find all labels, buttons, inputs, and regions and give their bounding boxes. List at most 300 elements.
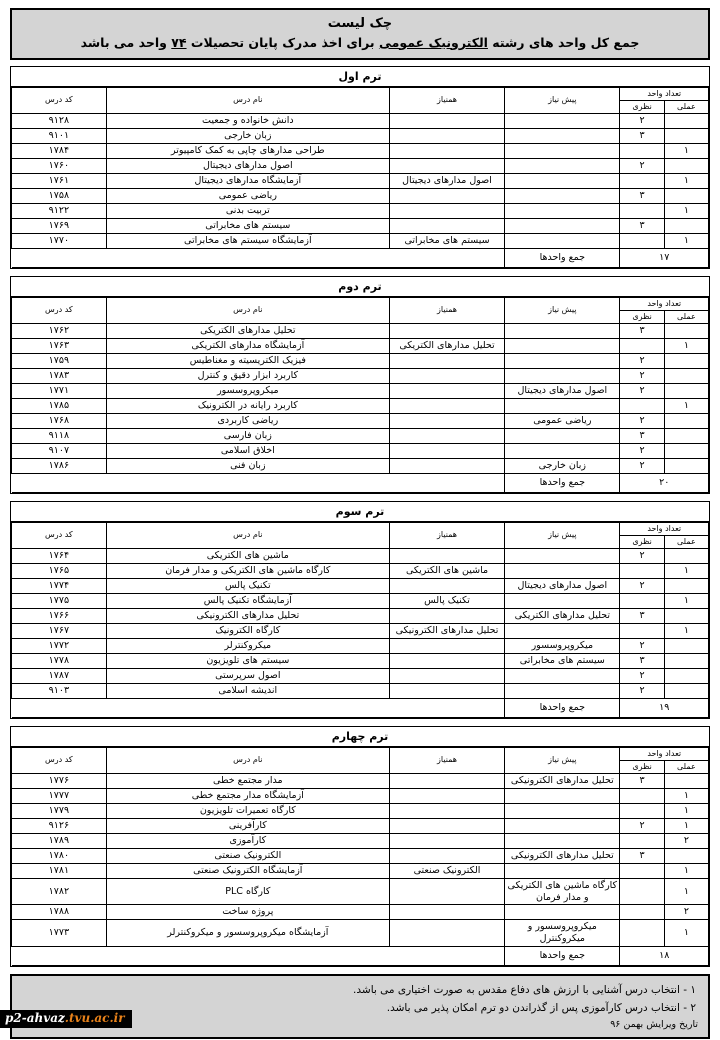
table-row [12, 905, 709, 920]
cell-course-code: ۱۷۸۹ [12, 833, 107, 848]
cell-course-code: ۱۷۶۷ [12, 623, 107, 638]
cell-course-name: آزمایشگاه مدارهای الکتریکی [106, 338, 389, 353]
cell-course-code: ۹۱۲۲ [12, 203, 107, 218]
cell-corequisite [389, 878, 504, 905]
cell-course-name: اصول سرپرستی [106, 668, 389, 683]
term-total-row [12, 947, 709, 966]
cell-course-code: ۱۷۷۸ [12, 653, 107, 668]
cell-course-code: ۱۷۶۳ [12, 338, 107, 353]
cell-theory-credits [620, 833, 664, 848]
cell-theory-credits: ۳ [620, 608, 664, 623]
cell-course-code: ۱۷۸۱ [12, 863, 107, 878]
col-header-course-name: نام درس [106, 297, 389, 323]
cell-theory-credits: ۳ [620, 323, 664, 338]
cell-prerequisite: زبان خارجی [505, 458, 620, 473]
term-total-filler [12, 698, 505, 717]
col-header-prerequisite: پیش نیاز [505, 522, 620, 548]
cell-prerequisite [505, 905, 620, 920]
col-header-corequisite: همنیاز [389, 747, 504, 773]
col-header-course-name: نام درس [106, 87, 389, 113]
cell-practical-credits: ۱ [664, 233, 708, 248]
cell-theory-credits: ۲ [620, 368, 664, 383]
table-row [12, 443, 709, 458]
cell-practical-credits: ۱ [664, 398, 708, 413]
cell-course-name: کارگاه ماشین های الکتریکی و مدار فرمان [106, 563, 389, 578]
cell-corequisite [389, 548, 504, 563]
cell-prerequisite: تحلیل مدارهای الکترونیکی [505, 848, 620, 863]
cell-practical-credits: ۱ [664, 863, 708, 878]
term-block [10, 276, 710, 494]
term-total-label: جمع واحدها [505, 698, 620, 717]
col-header-practical: عملی [664, 100, 708, 113]
cell-corequisite: سیستم های مخابراتی [389, 233, 504, 248]
cell-course-code: ۱۷۶۰ [12, 158, 107, 173]
cell-course-code: ۱۷۸۷ [12, 668, 107, 683]
cell-theory-credits: ۲ [620, 158, 664, 173]
cell-prerequisite [505, 158, 620, 173]
term-block [10, 726, 710, 968]
cell-practical-credits: ۱ [664, 920, 708, 947]
cell-prerequisite [505, 788, 620, 803]
cell-corequisite [389, 608, 504, 623]
table-row [12, 653, 709, 668]
cell-theory-credits: ۲ [620, 578, 664, 593]
col-header-theory: نظری [620, 535, 664, 548]
title-banner [10, 8, 710, 60]
cell-practical-credits [664, 443, 708, 458]
cell-theory-credits: ۲ [620, 353, 664, 368]
cell-theory-credits: ۳ [620, 188, 664, 203]
cell-corequisite [389, 653, 504, 668]
cell-practical-credits [664, 383, 708, 398]
cell-course-code: ۱۷۷۹ [12, 803, 107, 818]
cell-course-code: ۱۷۷۶ [12, 773, 107, 788]
subtitle-part-3: برای اخذ مدرک پایان تحصیلات [186, 34, 379, 50]
cell-course-name: ماشین های الکتریکی [106, 548, 389, 563]
cell-course-code: ۱۷۷۱ [12, 383, 107, 398]
cell-course-name: میکروکنترلر [106, 638, 389, 653]
term-caption: ترم چهارم [11, 727, 709, 747]
cell-practical-credits [664, 353, 708, 368]
cell-course-name: کارگاه الکترونیک [106, 623, 389, 638]
cell-theory-credits: ۳ [620, 128, 664, 143]
table-row [12, 368, 709, 383]
cell-course-code: ۱۷۸۵ [12, 398, 107, 413]
cell-practical-credits [664, 113, 708, 128]
cell-theory-credits [620, 338, 664, 353]
table-row [12, 563, 709, 578]
cell-theory-credits: ۲ [620, 458, 664, 473]
cell-theory-credits [620, 143, 664, 158]
cell-corequisite [389, 818, 504, 833]
col-header-course-code: کد درس [12, 87, 107, 113]
cell-prerequisite [505, 113, 620, 128]
col-header-corequisite: همنیاز [389, 297, 504, 323]
cell-corequisite [389, 113, 504, 128]
cell-corequisite: تکنیک پالس [389, 593, 504, 608]
cell-course-code: ۹۱۰۱ [12, 128, 107, 143]
cell-theory-credits: ۲ [620, 383, 664, 398]
term-caption: ترم دوم [11, 277, 709, 297]
term-total-label: جمع واحدها [505, 473, 620, 492]
cell-prerequisite [505, 398, 620, 413]
cell-course-name: تربیت بدنی [106, 203, 389, 218]
page-subtitle [18, 34, 702, 52]
table-row [12, 413, 709, 428]
table-row [12, 203, 709, 218]
cell-corequisite [389, 383, 504, 398]
cell-course-name: آزمایشگاه الکترونیک صنعتی [106, 863, 389, 878]
cell-course-code: ۱۷۶۵ [12, 563, 107, 578]
term-total-label: جمع واحدها [505, 248, 620, 267]
cell-course-code: ۱۷۶۴ [12, 548, 107, 563]
table-row [12, 338, 709, 353]
cell-prerequisite [505, 548, 620, 563]
cell-course-code: ۱۷۵۹ [12, 353, 107, 368]
cell-course-name: آزمایشگاه سیستم های مخابراتی [106, 233, 389, 248]
cell-prerequisite: ریاضی عمومی [505, 413, 620, 428]
cell-practical-credits [664, 368, 708, 383]
cell-prerequisite [505, 143, 620, 158]
term-table [11, 522, 709, 718]
cell-practical-credits: ۱ [664, 818, 708, 833]
col-header-theory: نظری [620, 760, 664, 773]
subtitle-major: الکترونیک عمومی [378, 34, 488, 50]
cell-course-code: ۱۷۸۴ [12, 143, 107, 158]
cell-course-name: تحلیل مدارهای الکتریکی [106, 323, 389, 338]
cell-theory-credits: ۲ [620, 413, 664, 428]
cell-prerequisite [505, 128, 620, 143]
table-row [12, 383, 709, 398]
cell-theory-credits [620, 563, 664, 578]
table-row [12, 578, 709, 593]
cell-practical-credits: ۱ [664, 593, 708, 608]
cell-course-name: مدار مجتمع خطی [106, 773, 389, 788]
cell-prerequisite [505, 593, 620, 608]
col-header-units-group: تعداد واحد [620, 522, 709, 535]
cell-prerequisite [505, 443, 620, 458]
table-row [12, 863, 709, 878]
term-table [11, 297, 709, 493]
col-header-course-code: کد درس [12, 522, 107, 548]
col-header-corequisite: همنیاز [389, 522, 504, 548]
cell-practical-credits: ۱ [664, 623, 708, 638]
cell-course-name: اخلاق اسلامی [106, 443, 389, 458]
cell-prerequisite [505, 353, 620, 368]
table-header-row [12, 522, 709, 535]
cell-course-name: ریاضی عمومی [106, 188, 389, 203]
cell-course-code: ۱۷۷۲ [12, 638, 107, 653]
term-total-credits: ۲۰ [620, 473, 709, 492]
table-row [12, 233, 709, 248]
col-header-corequisite: همنیاز [389, 87, 504, 113]
cell-theory-credits [620, 905, 664, 920]
cell-practical-credits [664, 638, 708, 653]
table-row [12, 113, 709, 128]
cell-prerequisite: اصول مدارهای دیجیتال [505, 578, 620, 593]
cell-corequisite: تحلیل مدارهای الکترونیکی [389, 623, 504, 638]
cell-corequisite [389, 833, 504, 848]
page-title: چک لیست [327, 16, 393, 31]
cell-practical-credits: ۱ [664, 173, 708, 188]
table-row [12, 668, 709, 683]
cell-prerequisite [505, 428, 620, 443]
cell-course-code: ۹۱۰۷ [12, 443, 107, 458]
revision-date: تاریخ ویرایش بهمن ۹۶ [610, 1018, 698, 1030]
cell-prerequisite [505, 338, 620, 353]
cell-course-name: طراحی مدارهای چاپی به کمک کامپیوتر [106, 143, 389, 158]
cell-course-name: فیزیک الکتریسیته و مغناطیس [106, 353, 389, 368]
cell-course-code: ۱۷۸۸ [12, 905, 107, 920]
cell-corequisite [389, 398, 504, 413]
cell-corequisite [389, 668, 504, 683]
watermark-suffix: .tvu.ac.ir [64, 1010, 125, 1025]
cell-corequisite: ماشین های الکتریکی [389, 563, 504, 578]
cell-practical-credits: ۱ [664, 788, 708, 803]
cell-prerequisite [505, 668, 620, 683]
cell-theory-credits: ۲ [620, 683, 664, 698]
col-header-units-group: تعداد واحد [620, 747, 709, 760]
col-header-theory: نظری [620, 100, 664, 113]
cell-course-code: ۱۷۸۲ [12, 878, 107, 905]
table-row [12, 803, 709, 818]
term-total-row [12, 473, 709, 492]
cell-corequisite [389, 353, 504, 368]
cell-course-name: زبان فارسی [106, 428, 389, 443]
cell-corequisite [389, 368, 504, 383]
cell-course-name: تکنیک پالس [106, 578, 389, 593]
cell-corequisite [389, 638, 504, 653]
cell-corequisite [389, 158, 504, 173]
cell-course-code: ۱۷۶۹ [12, 218, 107, 233]
cell-corequisite: اصول مدارهای دیجیتال [389, 173, 504, 188]
cell-course-name: اصول مدارهای دیجیتال [106, 158, 389, 173]
cell-course-name: پروژه ساخت [106, 905, 389, 920]
cell-corequisite [389, 848, 504, 863]
cell-corequisite [389, 905, 504, 920]
cell-corequisite [389, 773, 504, 788]
cell-corequisite [389, 443, 504, 458]
cell-practical-credits [664, 323, 708, 338]
cell-course-code: ۹۱۱۸ [12, 428, 107, 443]
table-row [12, 608, 709, 623]
table-row [12, 143, 709, 158]
cell-practical-credits [664, 458, 708, 473]
term-total-row [12, 698, 709, 717]
cell-theory-credits: ۲ [620, 638, 664, 653]
cell-theory-credits: ۳ [620, 848, 664, 863]
cell-theory-credits [620, 863, 664, 878]
table-row [12, 920, 709, 947]
cell-course-code: ۹۱۰۳ [12, 683, 107, 698]
col-header-theory: نظری [620, 310, 664, 323]
col-header-course-name: نام درس [106, 747, 389, 773]
cell-corequisite [389, 788, 504, 803]
cell-theory-credits: ۳ [620, 428, 664, 443]
table-row [12, 848, 709, 863]
cell-theory-credits [620, 623, 664, 638]
cell-practical-credits [664, 548, 708, 563]
term-table [11, 747, 709, 967]
cell-course-name: دانش خانواده و جمعیت [106, 113, 389, 128]
cell-course-code: ۱۷۶۸ [12, 413, 107, 428]
cell-course-name: سیستم های مخابراتی [106, 218, 389, 233]
table-row [12, 623, 709, 638]
cell-prerequisite: سیستم های مخابراتی [505, 653, 620, 668]
cell-course-code: ۱۷۶۱ [12, 173, 107, 188]
table-header-row [12, 297, 709, 310]
cell-theory-credits [620, 803, 664, 818]
cell-prerequisite [505, 203, 620, 218]
cell-prerequisite [505, 683, 620, 698]
col-header-prerequisite: پیش نیاز [505, 87, 620, 113]
cell-practical-credits: ۱ [664, 338, 708, 353]
col-header-prerequisite: پیش نیاز [505, 297, 620, 323]
col-header-course-code: کد درس [12, 297, 107, 323]
cell-prerequisite [505, 368, 620, 383]
cell-practical-credits [664, 188, 708, 203]
cell-theory-credits: ۳ [620, 773, 664, 788]
col-header-prerequisite: پیش نیاز [505, 747, 620, 773]
cell-practical-credits [664, 578, 708, 593]
cell-practical-credits: ۱ [664, 143, 708, 158]
table-header-row [12, 87, 709, 100]
cell-theory-credits: ۳ [620, 653, 664, 668]
table-row [12, 548, 709, 563]
subtitle-part-5: واحد می باشد [80, 34, 172, 50]
cell-corequisite [389, 128, 504, 143]
table-row [12, 188, 709, 203]
cell-practical-credits: ۱ [664, 203, 708, 218]
cell-course-code: ۱۷۶۶ [12, 608, 107, 623]
footer-notes-block [10, 974, 710, 1039]
cell-corequisite [389, 218, 504, 233]
cell-prerequisite [505, 218, 620, 233]
col-header-practical: عملی [664, 535, 708, 548]
cell-practical-credits [664, 128, 708, 143]
cell-corequisite [389, 203, 504, 218]
term-total-label: جمع واحدها [505, 947, 620, 966]
cell-practical-credits: ۲ [664, 833, 708, 848]
term-caption: ترم سوم [11, 502, 709, 522]
cell-practical-credits [664, 668, 708, 683]
cell-prerequisite [505, 833, 620, 848]
cell-course-code: ۹۱۲۶ [12, 818, 107, 833]
term-total-filler [12, 947, 505, 966]
cell-course-name: آزمایشگاه تکنیک پالس [106, 593, 389, 608]
cell-corequisite [389, 683, 504, 698]
cell-course-code: ۱۷۸۰ [12, 848, 107, 863]
term-table [11, 87, 709, 268]
cell-course-name: الکترونیک صنعتی [106, 848, 389, 863]
cell-prerequisite: تحلیل مدارهای الکتریکی [505, 608, 620, 623]
cell-practical-credits: ۱ [664, 878, 708, 905]
cell-practical-credits [664, 773, 708, 788]
table-row [12, 683, 709, 698]
cell-theory-credits: ۲ [620, 668, 664, 683]
cell-corequisite [389, 143, 504, 158]
cell-practical-credits [664, 428, 708, 443]
cell-prerequisite: میکروپروسسور [505, 638, 620, 653]
cell-prerequisite [505, 863, 620, 878]
term-total-credits: ۱۹ [620, 698, 709, 717]
table-row [12, 218, 709, 233]
cell-course-name: کاربرد ابزار دقیق و کنترل [106, 368, 389, 383]
cell-corequisite: الکترونیک صنعتی [389, 863, 504, 878]
term-caption: ترم اول [11, 67, 709, 87]
cell-theory-credits: ۲ [620, 443, 664, 458]
cell-practical-credits [664, 608, 708, 623]
cell-course-name: اندیشه اسلامی [106, 683, 389, 698]
cell-prerequisite: اصول مدارهای دیجیتال [505, 383, 620, 398]
cell-corequisite [389, 428, 504, 443]
cell-course-name: میکروپروسسور [106, 383, 389, 398]
cell-course-code: ۱۷۸۳ [12, 368, 107, 383]
cell-course-name: سیستم های تلویزیون [106, 653, 389, 668]
cell-corequisite [389, 323, 504, 338]
cell-course-name: کارآموزی [106, 833, 389, 848]
cell-practical-credits: ۲ [664, 905, 708, 920]
cell-prerequisite [505, 323, 620, 338]
cell-course-name: زبان فنی [106, 458, 389, 473]
table-row [12, 173, 709, 188]
term-block [10, 66, 710, 269]
cell-theory-credits [620, 398, 664, 413]
table-row [12, 788, 709, 803]
cell-course-name: کارآفرینی [106, 818, 389, 833]
term-total-filler [12, 473, 505, 492]
table-row [12, 128, 709, 143]
cell-practical-credits [664, 413, 708, 428]
cell-prerequisite [505, 818, 620, 833]
table-row [12, 833, 709, 848]
cell-course-code: ۱۷۶۲ [12, 323, 107, 338]
cell-course-name: ریاضی کاربردی [106, 413, 389, 428]
cell-theory-credits [620, 788, 664, 803]
term-total-row [12, 248, 709, 267]
cell-theory-credits: ۲ [620, 818, 664, 833]
table-row [12, 458, 709, 473]
cell-corequisite [389, 920, 504, 947]
site-watermark [0, 1010, 132, 1028]
cell-practical-credits [664, 158, 708, 173]
col-header-course-code: کد درس [12, 747, 107, 773]
cell-course-name: زبان خارجی [106, 128, 389, 143]
table-row [12, 323, 709, 338]
table-row [12, 878, 709, 905]
col-header-practical: عملی [664, 760, 708, 773]
cell-course-code: ۱۷۷۴ [12, 578, 107, 593]
cell-course-name: آزمایشگاه میکروپروسسور و میکروکنترلر [106, 920, 389, 947]
cell-theory-credits [620, 203, 664, 218]
cell-corequisite [389, 188, 504, 203]
cell-corequisite [389, 458, 504, 473]
table-row [12, 158, 709, 173]
cell-course-name: کارگاه PLC [106, 878, 389, 905]
cell-practical-credits: ۱ [664, 803, 708, 818]
cell-prerequisite [505, 188, 620, 203]
cell-practical-credits: ۱ [664, 563, 708, 578]
cell-course-name: آزمایشگاه مدارهای دیجیتال [106, 173, 389, 188]
cell-prerequisite [505, 233, 620, 248]
cell-prerequisite: تحلیل مدارهای الکترونیکی [505, 773, 620, 788]
subtitle-part-1: جمع کل واحد های رشته [487, 34, 640, 50]
term-total-credits: ۱۷ [620, 248, 709, 267]
terms-container [10, 66, 710, 968]
col-header-practical: عملی [664, 310, 708, 323]
table-row [12, 428, 709, 443]
cell-course-name: کاربرد رایانه در الکترونیک [106, 398, 389, 413]
